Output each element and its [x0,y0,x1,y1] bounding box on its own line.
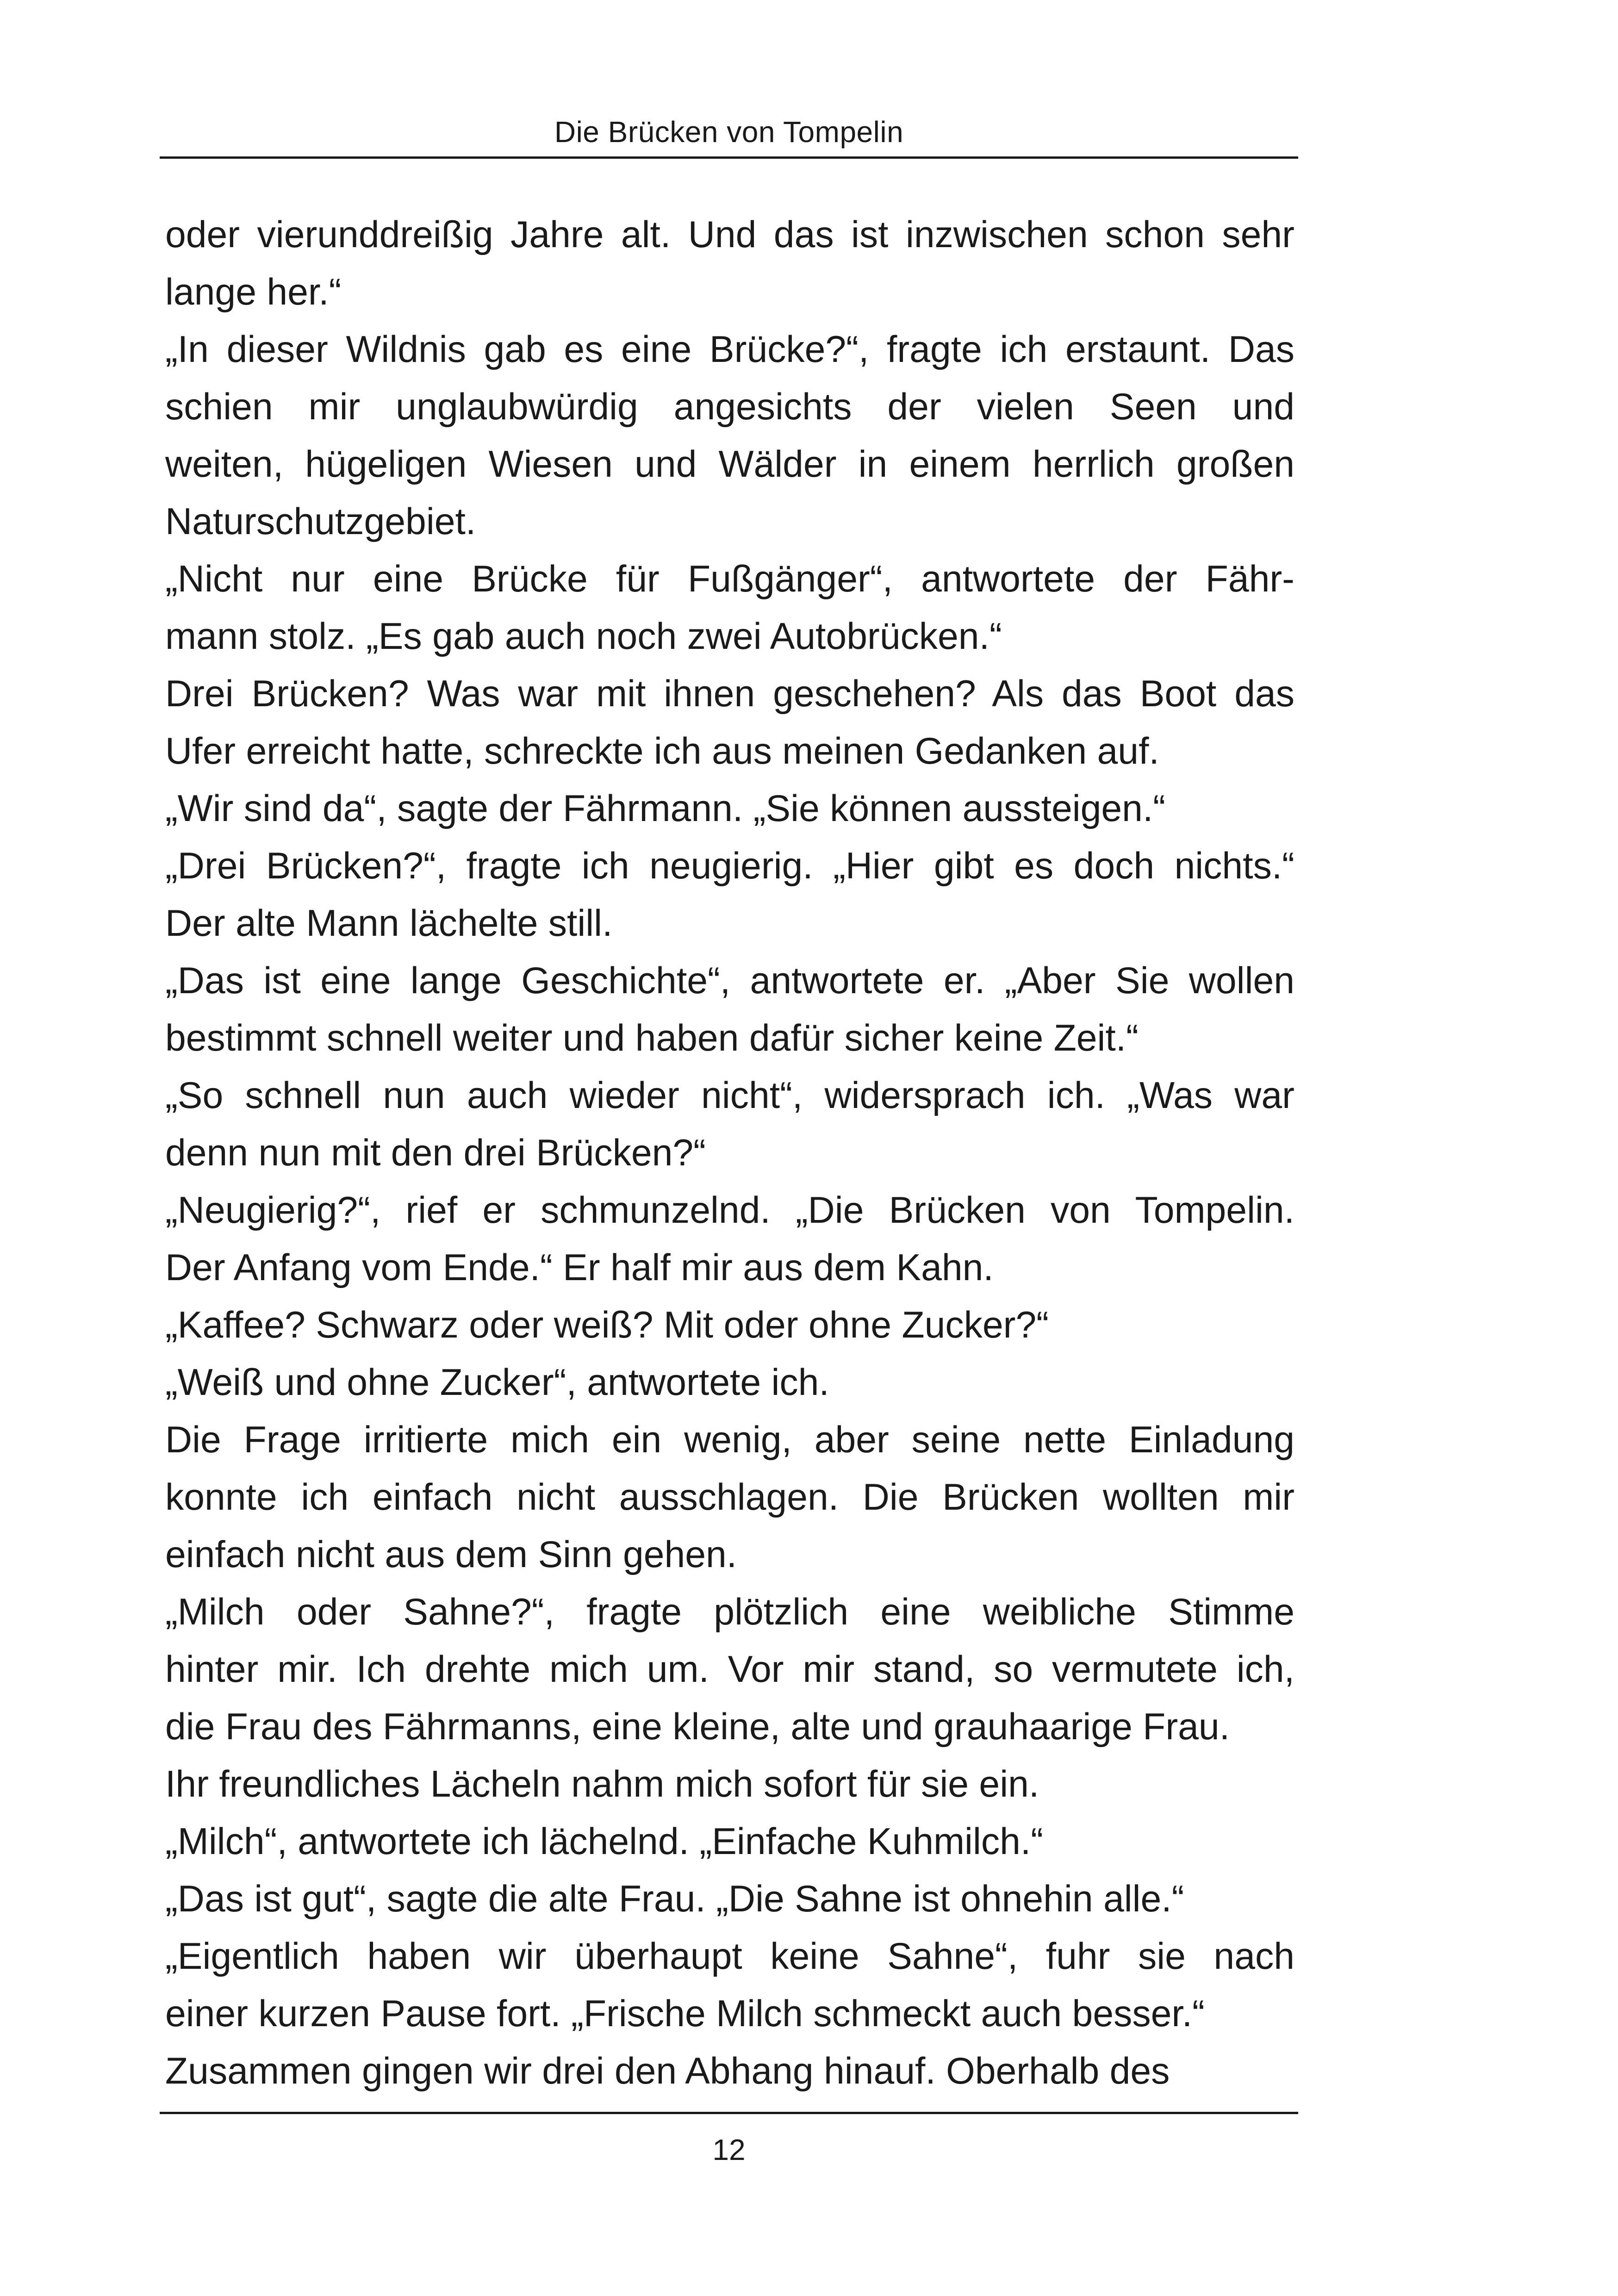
text-line: „Neugierig?“, rief er schmunzelnd. „Die Brücken von Tompelin. [165,1189,1294,1231]
text-line: „Eigentlich haben wir überhaupt keine Sahne“, fuhr sie nach [165,1935,1294,1977]
header-rule [160,156,1298,159]
text-line: schien mir unglaubwürdig angesichts der vielen Seen und [165,386,1294,428]
text-line: Naturschutzgebiet. [165,501,476,542]
running-header-title: Die Brücken von Tompelin [554,115,904,149]
text-line: Zusammen gingen wir drei den Abhang hinauf. Oberhalb des [165,2050,1170,2092]
text-line: Der alte Mann lächelte still. [165,902,613,944]
text-line: „Weiß und ohne Zucker“, antwortete ich. [165,1362,829,1403]
text-line: Ihr freundliches Lächeln nahm mich sofort für sie ein. [165,1763,1039,1805]
text-line: „In dieser Wildnis gab es eine Brücke?“, fragte ich erstaunt. Das [165,329,1294,370]
text-line: Ufer erreicht hatte, schreckte ich aus meinen Gedanken auf. [165,730,1159,772]
text-line: mann stolz. „Es gab auch noch zwei Autobrücken.“ [165,616,1002,657]
text-line: denn nun mit den drei Brücken?“ [165,1132,706,1174]
text-line: „Kaffee? Schwarz oder weiß? Mit oder ohne Zucker?“ [165,1304,1049,1346]
text-line: hinter mir. Ich drehte mich um. Vor mir stand, so vermutete ich, [165,1649,1294,1690]
text-line: Der Anfang vom Ende.“ Er half mir aus dem Kahn. [165,1247,994,1288]
text-line: „Milch oder Sahne?“, fragte plötzlich eine weibliche Stimme [165,1591,1294,1633]
footer-rule [160,2112,1298,2114]
text-line: oder vierunddreißig Jahre alt. Und das ist inzwischen schon sehr [165,214,1294,255]
text-line: „Milch“, antwortete ich lächelnd. „Einfache Kuhmilch.“ [165,1821,1044,1862]
text-line: „Drei Brücken?“, fragte ich neugierig. „Hier gibt es doch nichts.“ [165,845,1294,887]
text-line: konnte ich einfach nicht ausschlagen. Die Brücken wollten mir [165,1476,1294,1518]
text-line: einfach nicht aus dem Sinn gehen. [165,1534,737,1575]
text-line: „Wir sind da“, sagte der Fährmann. „Sie können aussteigen.“ [165,788,1166,829]
body-text [165,206,1294,2100]
text-line: Die Frage irritierte mich ein wenig, aber seine nette Einladung [165,1419,1294,1461]
text-line: Drei Brücken? Was war mit ihnen geschehen? Als das Boot das [165,673,1294,715]
text-line: weiten, hügeligen Wiesen und Wälder in einem herrlich großen [165,443,1294,485]
page-number: 12 [712,2133,746,2166]
text-line: bestimmt schnell weiter und haben dafür sicher keine Zeit.“ [165,1017,1139,1059]
text-line: „Nicht nur eine Brücke für Fußgänger“, antwortete der Fähr- [165,558,1294,600]
text-line: „So schnell nun auch wieder nicht“, widersprach ich. „Was war [165,1075,1294,1116]
text-line: lange her.“ [165,271,342,313]
text-line: die Frau des Fährmanns, eine kleine, alte und grauhaarige Frau. [165,1706,1230,1748]
text-line: „Das ist eine lange Geschichte“, antwortete er. „Aber Sie wollen [165,960,1294,1002]
text-line: einer kurzen Pause fort. „Frische Milch schmeckt auch besser.“ [165,1993,1205,2035]
text-line: „Das ist gut“, sagte die alte Frau. „Die Sahne ist ohnehin alle.“ [165,1878,1184,1920]
